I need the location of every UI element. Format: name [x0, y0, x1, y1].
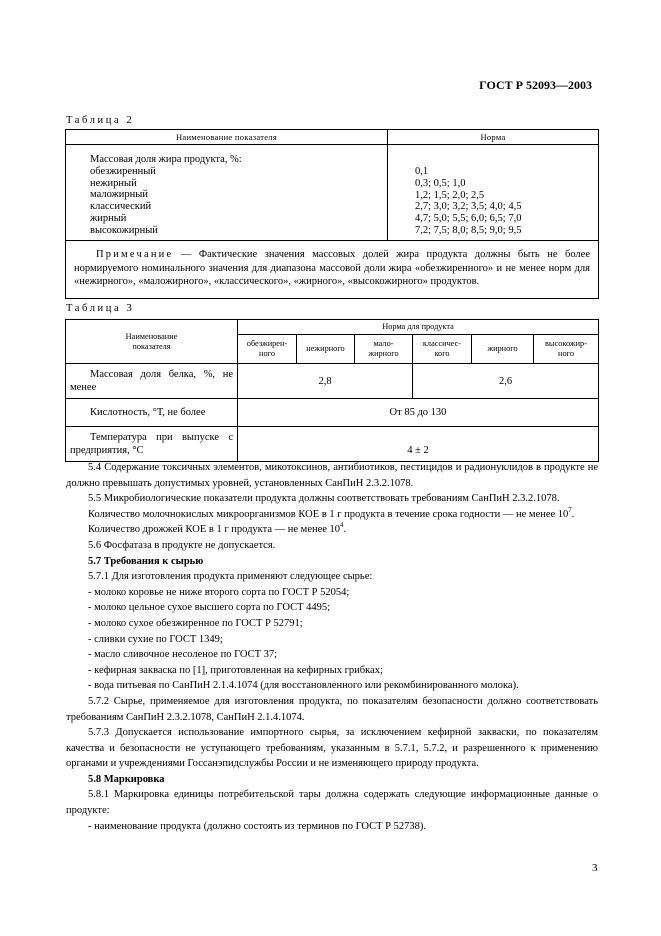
table2-caption: Таблица 2: [66, 115, 135, 126]
paragraph-5-7-1: 5.7.1 Для изготовления продукта применяют следующее сырье:: [88, 571, 373, 583]
table2-indicator-line: нежирный: [90, 177, 137, 189]
table3-col-lowfat-text: нежирного: [306, 344, 345, 353]
document-number-header: ГОСТ Р 52093—2003: [479, 78, 592, 92]
table2-indicator-line: обезжиренный: [90, 165, 156, 177]
table3-col-skimmed-b: ного: [259, 349, 275, 358]
list-item: - сливки сухие по ГОСТ 1349;: [88, 633, 223, 645]
paragraph-lactic-exponent: 7: [568, 505, 572, 514]
table2-norm-line: 0,3; 0,5; 1,0: [415, 177, 466, 189]
section-heading-5-8: 5.8 Маркировка: [88, 773, 165, 785]
table2-indicator-line: Массовая доля жира продукта, %:: [90, 154, 242, 165]
table2-indicator-line: высокожирный: [90, 224, 158, 236]
table2-norm-list: [415, 166, 598, 237]
table2-norm-line: 1,2; 1,5; 2,0; 2,5: [415, 189, 485, 201]
table3-col-classic: [413, 335, 472, 364]
table3-row-acidity-label: Кислотность, °Т, не более: [66, 399, 238, 427]
table3-header-indicator-line2: показателя: [132, 341, 171, 351]
paragraph-5-7-3: 5.7.3 Допускается использование импортного сырья, за исключением кефирной закваски, по показателям качества и безопасности не уступающего требованиям, указанным в 5.7.1, 5.7.2, и разрешенного к применению органами и учреждениями Госсанэпидслужбы России и не изменяющего природу продукта.: [66, 727, 598, 770]
table2-norm-line: 7,2; 7,5; 8,0; 8,5; 9,0; 9,5: [415, 224, 522, 236]
list-item: - молоко коровье не ниже второго сорта по ГОСТ Р 52054;: [88, 586, 350, 598]
table3-col-classic-a: классичес-: [422, 339, 462, 348]
list-item: - вода питьевая по СанПиН 2.1.4.1074 (для восстановленного или рекомбинированного молока).: [88, 680, 519, 692]
table3-col-highfat-a: высокожир-: [545, 339, 587, 348]
table3-header-indicator: [66, 320, 238, 364]
table2: [65, 129, 599, 299]
table2-indicator-line: жирный: [90, 212, 127, 224]
paragraph-lactic-end: .: [571, 508, 575, 520]
table3-col-reduced-b: жирного: [368, 349, 399, 358]
page-number: 3: [592, 862, 598, 874]
table3-row-protein-text: Массовая доля белка, %, не менее: [70, 369, 233, 393]
table3-row-protein-val1: 2,8: [238, 364, 413, 399]
paragraph-yeast-end: .: [343, 524, 347, 536]
paragraph-yeast: [66, 522, 598, 538]
table2-note-label: Примечание: [96, 249, 174, 260]
table2-norm-cell: [388, 145, 599, 241]
table3-header-norm: Норма для продукта: [238, 320, 599, 335]
paragraph-last: - наименование продукта (должно состоять из терминов по ГОСТ Р 52738).: [88, 820, 427, 832]
paragraph-yeast-exponent: 4: [340, 521, 344, 530]
table3-header-indicator-line1: Наименование: [125, 331, 178, 341]
table2-indicator-list: [90, 154, 387, 237]
paragraph-5-7-2: 5.7.2 Сырье, применяемое для изготовления продукта, по показателям безопасности должно соответствовать требованиям СанПиН 2.3.2.1078, СанПиН 2.1.4.1074.: [66, 695, 598, 723]
table3-col-classic-b: кого: [434, 349, 450, 358]
table3-row-temperature-value: 4 ± 2: [238, 427, 599, 462]
paragraph-5-4: 5.4 Содержание токсичных элементов, микотоксинов, антибиотиков, пестицидов и радионуклидов в продукте не должно превышать допустимых уровней, установленных СанПиН 2.3.2.1078.: [66, 462, 598, 489]
table3-caption: Таблица 3: [66, 303, 135, 314]
section-heading-5-7: 5.7 Требования к сырью: [88, 555, 204, 567]
table2-norm-line: 2,7; 3,0; 3,2; 3,5; 4,0; 4,5: [415, 201, 522, 213]
table2-note-text: — Фактические значения массовых долей жира продукта должны быть не более нормируемого номинального значения для диапазона массовой доли жира «обезжиренного» и не менее норм для «нежирного», «маложирного», «классического», «жирного», «высокожирного» продуктов.: [74, 249, 590, 287]
table2-norm-line: 4,7; 5,0; 5,5; 6,0; 6,5; 7,0: [415, 213, 522, 225]
table2-indicator-line: классический: [90, 201, 152, 213]
table3-col-fat-text: жирного: [487, 344, 518, 353]
list-item: - молоко сухое обезжиренное по ГОСТ Р 52791;: [88, 617, 303, 629]
paragraph-lactic: [66, 507, 598, 523]
table3-col-reduced: [355, 335, 413, 364]
list-item: - кефирная закваска по [1], приготовленная на кефирных грибках;: [88, 664, 383, 676]
table3-row-temperature-text: Температура при выпуске с предприятия, °С: [70, 432, 233, 456]
table3-col-reduced-a: мало-: [373, 339, 394, 348]
table3-col-lowfat: [297, 335, 355, 364]
table2-norm-line: 0,1: [415, 166, 429, 177]
paragraph-5-5: 5.5 Микробиологические показатели продукта должны соответствовать требованиям СанПиН 2.3.2.1078.: [88, 493, 560, 505]
table3-col-fat: [472, 335, 534, 364]
table3-col-skimmed: [238, 335, 297, 364]
paragraph-lactic-text: Количество молочнокислых микроорганизмов КОЕ в 1 г продукта в течение срока годности — не менее 10: [88, 508, 569, 520]
table3-row-temperature-label: [66, 427, 238, 462]
body-text: [66, 460, 598, 834]
table2-header-indicator: Наименование показателя: [66, 130, 388, 145]
list-item: - масло сливочное несоленое по ГОСТ 37;: [88, 649, 278, 661]
table2-header-norm: Норма: [388, 130, 599, 145]
table2-indicator-cell: [66, 145, 388, 241]
table2-note: [66, 241, 599, 299]
paragraph-5-8-1: 5.8.1 Маркировка единицы потребительской тары должна содержать следующие информационные данные о продукте:: [66, 789, 598, 817]
paragraph-5-6: 5.6 Фосфатаза в продукте не допускается.: [88, 539, 276, 551]
table3: [65, 319, 599, 462]
table3-row-protein-label: [66, 364, 238, 399]
paragraph-yeast-text: Количество дрожжей КОЕ в 1 г продукта — не менее 10: [88, 524, 341, 536]
table3-col-highfat: [534, 335, 599, 364]
list-item: - молоко цельное сухое высшего сорта по ГОСТ 4495;: [88, 602, 331, 614]
table3-row-acidity-value: От 85 до 130: [238, 399, 599, 427]
table3-col-skimmed-a: обезжирен-: [246, 339, 288, 348]
table3-col-highfat-b: ного: [558, 349, 574, 358]
table2-indicator-line: маложирный: [90, 189, 148, 201]
table3-row-protein-val2: 2,6: [413, 364, 599, 399]
